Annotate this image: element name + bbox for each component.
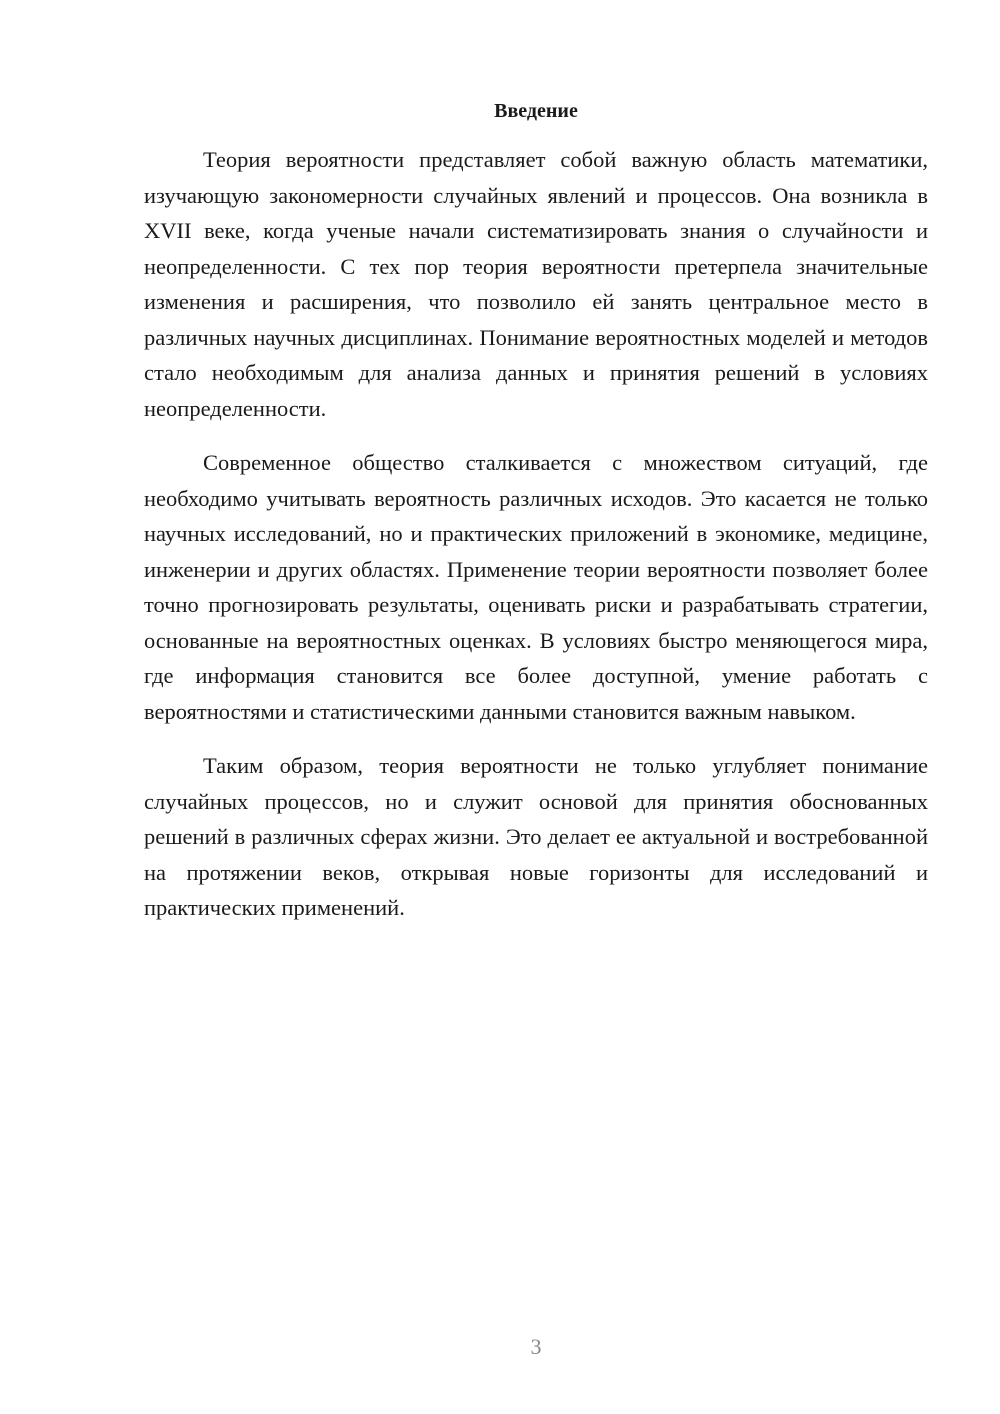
paragraph-2: Современное общество сталкивается с множеством ситуаций, где необходимо учитывать вероятность различных исходов. Это касается не только научных исследований, но и практических приложений в экономике, медицине, инженерии и других областях. Применение теории вероятности позволяет более точно прогнозировать результаты, оценивать риски и разрабатывать стратегии, основанные на вероятностных оценках. В условиях быстро меняющегося мира, где информация становится все более доступной, умение работать с вероятностями и статистическими данными становится важным навыком. bbox=[144, 450, 928, 724]
paragraph-3: Таким образом, теория вероятности не только углубляет понимание случайных процессов, но и служит основой для принятия обоснованных решений в различных сферах жизни. Это делает ее актуальной и востребованной на протяжении веков, открывая новые горизонты для исследований и практических применений. bbox=[144, 753, 928, 920]
section-title: Введение bbox=[494, 100, 578, 122]
body-text bbox=[144, 142, 928, 945]
page-number: 3 bbox=[530, 1334, 542, 1359]
paragraph-1: Теория вероятности представляет собой важную область математики, изучающую закономерности случайных явлений и процессов. Она возникла в XVII веке, когда ученые начали систематизировать знания о случайности и неопределенности. С тех пор теория вероятности претерпела значительные изменения и расширения, что позволило ей занять центральное место в различных научных дисциплинах. Понимание вероятностных моделей и методов стало необходимым для анализа данных и принятия решений в условиях неопределенности. bbox=[144, 147, 928, 421]
